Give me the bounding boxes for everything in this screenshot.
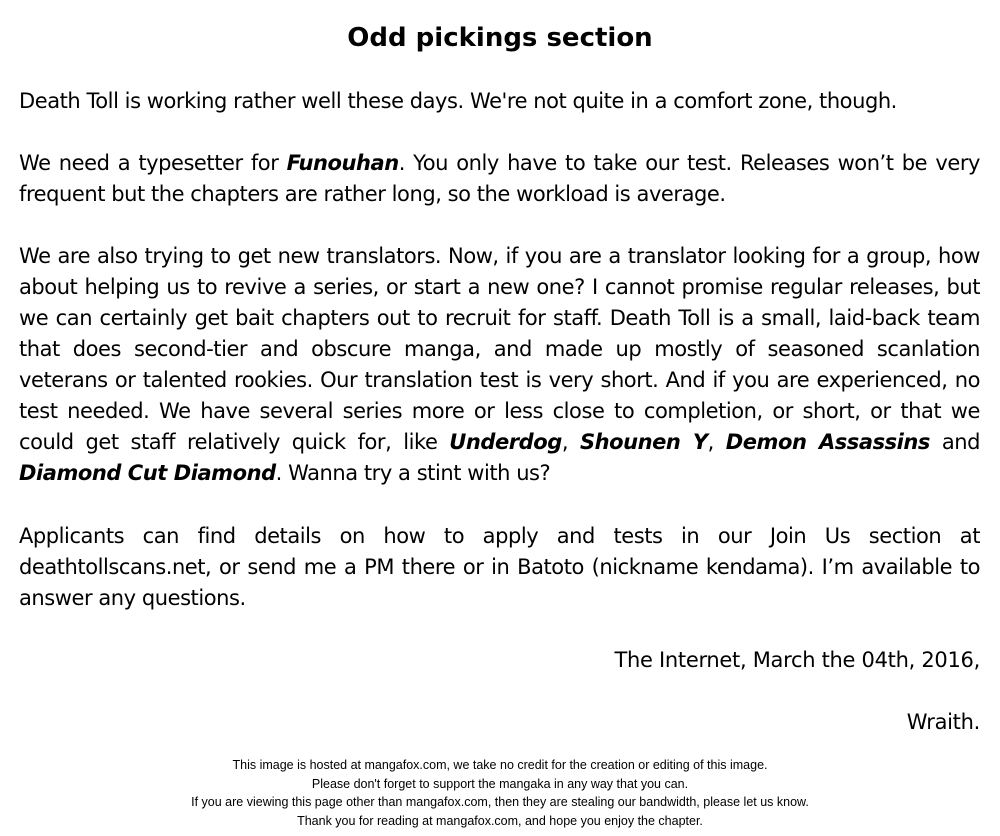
series-separator: , xyxy=(707,430,726,454)
paragraph-intro xyxy=(19,86,980,117)
series-title-underdog: Underdog xyxy=(449,430,562,454)
paragraph-translators-text-after: . Wanna try a stint with us? xyxy=(275,461,551,485)
paragraph-applicants-text: Applicants can find details on how to apply and tests in our Join Us section at deathtollscans.net, or send me a PM there or in Batoto (nickname kendama). I’m available to answer any questions. xyxy=(19,524,980,610)
signature-place-date: The Internet, March the 04th, 2016, xyxy=(614,648,980,672)
paragraph-applicants xyxy=(19,521,980,614)
series-separator: and xyxy=(929,430,981,454)
signature-name: Wraith. xyxy=(906,710,980,734)
paragraph-translators xyxy=(19,241,980,489)
series-title-diamond-cut-diamond: Diamond Cut Diamond xyxy=(19,461,276,485)
hosting-notice-line: This image is hosted at mangafox.com, we take no credit for the creation or editing of this image. xyxy=(232,758,768,772)
page-title: Odd pickings section xyxy=(347,23,653,53)
paragraph-typesetter xyxy=(19,148,980,210)
paragraph-intro-text: Death Toll is working rather well these days. We're not quite in a comfort zone, though. xyxy=(19,89,897,113)
paragraph-translators-text: We are also trying to get new translators. Now, if you are a translator looking for a group, how about helping us to revive a series, or start a new one? I cannot promise regular releases, but we can certainly get bait chapters out to recruit for staff. Death Toll is a small, laid-back team that does second-tier and obscure manga, and made up mostly of seasoned scanlation veterans or talented rookies. Our translation test is very short. And if you are experienced, no test needed. We have several series more or less close to completion, or short, or that we could get staff relatively quick for, like xyxy=(19,244,980,454)
series-title-shounen-y: Shounen Y xyxy=(579,430,708,454)
paragraph-typesetter-text-after: . You only have to take our test. Releases won’t be very frequent but the chapters are rather long, so the workload is average. xyxy=(19,151,980,206)
hosting-notice-line: If you are viewing this page other than mangafox.com, then they are stealing our bandwidth, please let us know. xyxy=(191,795,809,809)
hosting-notice-line: Please don't forget to support the mangaka in any way that you can. xyxy=(311,776,689,791)
hosting-notice-line: Thank you for reading at mangafox.com, and hope you enjoy the chapter. xyxy=(297,813,703,828)
hosting-notice xyxy=(0,756,1000,830)
series-separator: , xyxy=(561,430,580,454)
paragraph-typesetter-text-before: We need a typesetter for xyxy=(19,151,287,175)
series-title-funouhan: Funouhan xyxy=(286,151,399,175)
series-title-demon-assassins: Demon Assassins xyxy=(725,430,930,454)
